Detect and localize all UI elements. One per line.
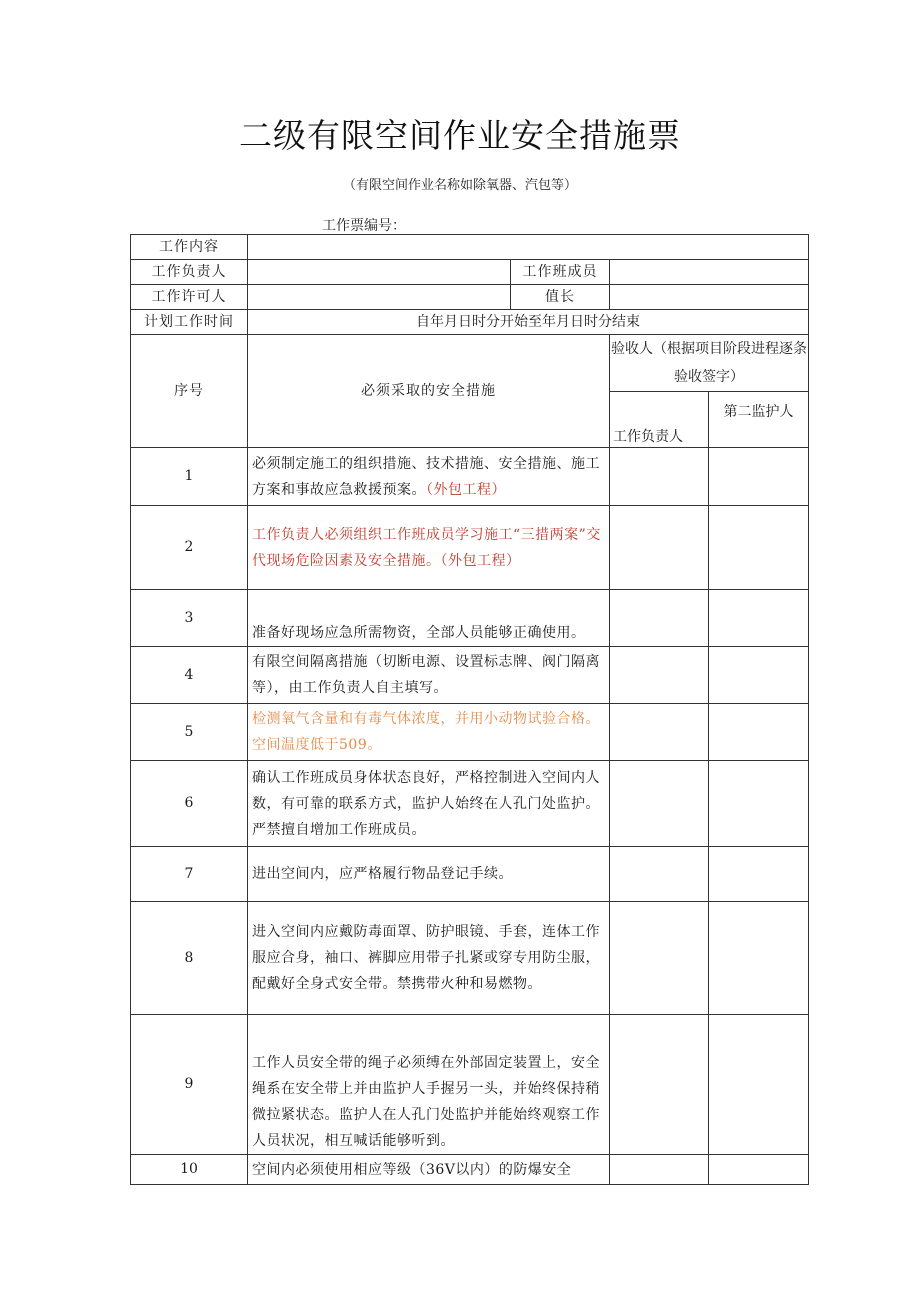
sign-leader-cell[interactable]: [610, 761, 709, 847]
work-permitter-field[interactable]: [248, 285, 511, 310]
measure-text: 工作人员安全带的绳子必须缚在外部固定装置上，安全绳系在安全带上并由监护人手握另一头，并始终保持稍微拉紧状态。监护人在人孔门处监护并能始终观察工作人员状况，相互喊话能够听到。: [248, 1015, 610, 1155]
sign-leader-cell[interactable]: [610, 647, 709, 704]
measure-seq: 1: [131, 448, 248, 506]
measure-text: 进入空间内应戴防毒面罩、防护眼镜、手套，连体工作服应合身，袖口、裤脚应用带子扎紧或穿专用防尘服，配戴好全身式安全带。禁携带火种和易燃物。: [248, 902, 610, 1015]
measure-text: 工作负责人必须组织工作班成员学习施工“三措两案”交代现场危险因素及安全措施。（外包工程）: [248, 506, 610, 590]
sign-second-cell[interactable]: [709, 902, 809, 1015]
sign-leader-cell[interactable]: [610, 1155, 709, 1185]
sign-second-cell[interactable]: [709, 1155, 809, 1185]
work-permitter-label: 工作许可人: [131, 285, 248, 310]
sign-leader-cell[interactable]: [610, 704, 709, 761]
work-leader-field[interactable]: [248, 260, 511, 285]
work-content-label: 工作内容: [131, 235, 248, 260]
measure-text: 确认工作班成员身体状态良好，严格控制进入空间内人数，有可靠的联系方式，监护人始终在人孔门处监护。严禁擅自增加工作班成员。: [248, 761, 610, 847]
row-work-content: [131, 235, 809, 260]
team-members-label: 工作班成员: [511, 260, 610, 285]
measure-row: [131, 1155, 809, 1185]
measure-seq: 8: [131, 902, 248, 1015]
planned-time-value[interactable]: 自年月日时分开始至年月日时分结束: [248, 310, 809, 335]
acceptor-leader-header: 工作负责人: [610, 392, 709, 448]
measure-text: 有限空间隔离措施（切断电源、设置标志牌、阀门隔离等），由工作负责人自主填写。: [248, 647, 610, 704]
sign-second-cell[interactable]: [709, 761, 809, 847]
work-content-field[interactable]: [248, 235, 809, 260]
acceptor-second-header: 第二监护人: [709, 392, 809, 448]
measure-row: [131, 761, 809, 847]
measure-seq: 5: [131, 704, 248, 761]
measure-note: （外包工程）: [426, 481, 506, 498]
measure-text: 检测氧气含量和有毒气体浓度，并用小动物试验合格。空间温度低于509。: [248, 704, 610, 761]
measure-row: [131, 590, 809, 647]
sign-leader-cell[interactable]: [610, 590, 709, 647]
measure-row: [131, 506, 809, 590]
sign-second-cell[interactable]: [709, 448, 809, 506]
measure-text: 必须制定施工的组织措施、技术措施、安全措施、施工方案和事故应急救援预案。（外包工程）: [248, 448, 610, 506]
measure-row: [131, 647, 809, 704]
sign-leader-cell[interactable]: [610, 448, 709, 506]
sign-second-cell[interactable]: [709, 647, 809, 704]
sign-second-cell[interactable]: [709, 590, 809, 647]
seq-column-header: 序号: [131, 335, 248, 448]
sign-second-cell[interactable]: [709, 847, 809, 902]
subtitle: （有限空间作业名称如除氧器、汽包等）: [342, 178, 577, 193]
planned-time-label: 计划工作时间: [131, 310, 248, 335]
shift-chief-field[interactable]: [610, 285, 809, 310]
sign-leader-cell[interactable]: [610, 902, 709, 1015]
measure-seq: 6: [131, 761, 248, 847]
measure-seq: 9: [131, 1015, 248, 1155]
measure-row: [131, 1015, 809, 1155]
measure-text: 进出空间内，应严格履行物品登记手续。: [248, 847, 610, 902]
page-title: 二级有限空间作业安全措施票: [239, 116, 681, 155]
ticket-number-label: 工作票编号：: [322, 218, 406, 234]
measure-text: 空间内必须使用相应等级（36V以内）的防爆安全: [248, 1155, 610, 1185]
sign-second-cell[interactable]: [709, 1015, 809, 1155]
sign-second-cell[interactable]: [709, 506, 809, 590]
row-work-leader: [131, 260, 809, 285]
measure-row: [131, 847, 809, 902]
column-header-row: [131, 335, 809, 392]
team-members-field[interactable]: [610, 260, 809, 285]
sign-leader-cell[interactable]: [610, 847, 709, 902]
safety-measures-form: [130, 234, 809, 1185]
sign-leader-cell[interactable]: [610, 1015, 709, 1155]
sign-leader-cell[interactable]: [610, 506, 709, 590]
work-leader-label: 工作负责人: [131, 260, 248, 285]
measure-seq: 3: [131, 590, 248, 647]
measure-seq: 4: [131, 647, 248, 704]
shift-chief-label: 值长: [511, 285, 610, 310]
measure-row: [131, 704, 809, 761]
measure-row: [131, 448, 809, 506]
row-work-permitter: [131, 285, 809, 310]
measures-column-header: 必须采取的安全措施: [248, 335, 610, 448]
measure-seq: 2: [131, 506, 248, 590]
measure-seq: 10: [131, 1155, 248, 1185]
acceptor-column-header: 验收人（根据项目阶段进程逐条验收签字）: [610, 335, 809, 392]
measure-row: [131, 902, 809, 1015]
sign-second-cell[interactable]: [709, 704, 809, 761]
measure-text: 准备好现场应急所需物资，全部人员能够正确使用。: [248, 590, 610, 647]
row-planned-time: [131, 310, 809, 335]
measure-seq: 7: [131, 847, 248, 902]
